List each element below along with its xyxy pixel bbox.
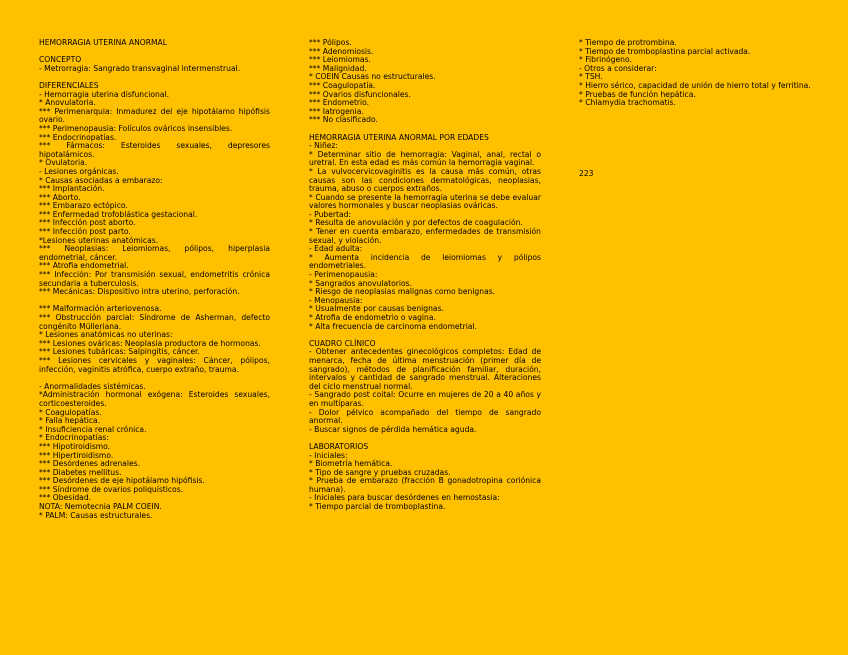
text-line: * La vulvocervicovaginitis es la causa más común, otras causas son las condiciones dermatológicas, neoplasias, trauma, abuso o cuerpos extraños. [309,166,544,194]
text-line: - Obtener antecedentes ginecológicos completos: Edad de menarca, fecha de última menstruación (primer día de sangrado), métodos de planificación familiar, duración, intervalos y cantidad de sangrado menstrual. Alteraciones del ciclo menstrual normal. [309,347,544,391]
text-line: - Dolor pélvico acompañado del tiempo de sangrado anormal. [309,407,544,426]
text-line: * COEIN Causas no estructurales. [309,72,436,82]
text-line: NOTA: Nemotecnia PALM COEIN. [39,502,162,512]
text-line: *** Ovarios disfuncionales. [309,89,411,99]
text-line: - Niñez: [309,141,338,151]
text-line: *** Diabetes mellitus. [39,467,122,477]
text-line: *** Pólipos. [309,38,352,47]
text-line: - Sangrado post coital: Ocurre en mujeres de 20 a 40 años y en multíparas. [309,390,544,408]
text-line: * Tiempo parcial de tromboplastina. [309,502,446,512]
text-line: * Sangrados anovulatorios. [309,278,412,288]
page-number: 223 [579,169,594,178]
text-line: - Iniciales: [309,450,348,460]
text-line: *** Malformación arteriovenosa. [39,304,162,314]
text-line: *** Hipotiroidismo. [39,441,111,451]
text-line: * Hierro sérico, capacidad de unión de hierro total y ferritina. [579,80,811,90]
text-line: * Alta frecuencia de carcinoma endometrial. [309,321,477,331]
text-line: * Riesgo de neoplasias malignas como benignas. [309,287,496,297]
text-line: HEMORRAGIA UTERINA ANORMAL POR EDADES [309,132,489,142]
text-line: *** Hipertiroidismo. [39,450,114,460]
text-line: * Pruebas de función hepática. [579,89,696,99]
text-line: * Falla hepática. [39,416,101,426]
text-line: * Chlamydia trachomatis. [579,98,676,108]
text-line: *** Aborto. [39,192,81,202]
text-line: LABORATORIOS [309,441,369,451]
text-line: * Atrofia de endometrio o vagina. [309,313,436,322]
text-line: HEMORRAGIA UTERINA ANORMAL [39,38,167,47]
text-line: * Lesiones anatómicas no uterinas: [39,330,173,340]
text-line: *** Perimenarquia: Inmadurez del eje hipotálamo hipófisis ovario. [39,106,273,125]
text-line: *** Neoplasias: Leiomiomas, pólipos, hiperplasia endometrial, cáncer. [39,244,273,262]
text-line: *** Adenomiosis. [309,46,374,56]
text-line: * Prueba de embarazo (fracción B gonadotropina coriónica humana). [309,476,544,494]
text-line: *** Lesiones ováricas: Neoplasia productora de hormonas. [39,338,261,348]
text-line: - Lesiones orgánicas. [39,166,119,176]
text-line: * Causas asociadas a embarazo: [39,175,163,185]
text-line: *Lesiones uterinas anatómicas. [39,235,159,245]
text-line: * PALM: Causas estructurales. [39,510,153,520]
text-line: CUADRO CLÍNICO [309,338,376,348]
text-line: *** Desórdenes de eje hipotálamo hipófisis. [39,476,205,486]
text-line: *** Malignidad. [309,63,367,73]
text-line: *** Lesiones cervicales y vaginales: Cáncer, pólipos, infección, vaginitis atrófica, cuerpo extraño, trauma. [39,355,273,374]
text-line: *** Síndrome de ovarios poliquísticos. [39,484,184,494]
text-line: * Ovulatoria. [39,158,88,168]
text-line: * Fibrinógeno. [579,55,632,65]
text-line: * Biometría hemática. [309,459,393,469]
text-line: *** Embarazo ectópico. [39,201,128,211]
text-line: - Iniciales para buscar desórdenes en hemostasia: [309,493,500,503]
text-line: *** Mecánicas: Dispositivo intra uterino, perforación. [39,287,240,297]
text-line: * Endocrinopatías: [39,433,109,443]
text-line: *** Endocrinopatías. [39,132,117,142]
text-line: *** Perimenopausia: Folículos ováricos insensibles. [39,123,233,133]
text-line: - Otros a considerar: [579,63,657,73]
text-line: * Cuando se presente la hemorragia uterina se debe evaluar valores hormonales y buscar neoplasias ováricas. [309,192,544,211]
text-line: * Insuficiencia renal crónica. [39,424,147,434]
text-line: * Aumenta incidencia de leiomiomas y pólipos endometriales. [309,252,544,271]
text-line: *** Endometrio. [309,98,370,108]
text-line: *** Enfermedad trofoblástica gestacional. [39,209,198,219]
text-line: *** Leiomiomas. [309,55,371,65]
text-line: - Hemorragia uterina disfuncional. [39,89,170,99]
text-line: * Anovulatoria. [39,98,96,108]
text-line: *** Implantación. [39,184,105,194]
text-line: *Administración hormonal exógena: Esteroides sexuales, corticoesteroides. [39,390,273,408]
text-line: - Perimenopausia: [309,270,378,280]
text-line: * Resulta de anovulación y por defectos de coagulación. [309,218,523,228]
text-line: * Tiempo de protrombina. [579,38,677,47]
text-line: DIFERENCIALES [39,80,99,90]
text-line: *** Iatrogenia. [309,106,364,116]
text-line: *** Infección post aborto. [39,218,136,228]
text-line: *** Atrofia endometrial. [39,261,129,271]
text-line: * Usualmente por causas benignas. [309,304,444,314]
text-line: *** Obstrucción parcial: Síndrome de Asherman, defecto congénito Mülleriana. [39,313,273,331]
text-line: - Menopausia: [309,295,363,305]
text-line: *** Obesidad. [39,493,92,503]
text-line: *** Infección post parto. [39,227,131,237]
text-line: * Tener en cuenta embarazo, enfermedades de transmisión sexual, y violación. [309,227,544,245]
text-column-3 [579,39,811,108]
text-line: * Determinar sitio de hemorragia: Vaginal, anal, rectal o uretral. En esta edad es más común la hemorragia vaginal. [309,149,544,168]
text-line: - Metrorragia: Sangrado transvaginal intermenstrual. [39,63,241,73]
text-line: - Pubertad: [309,209,352,219]
text-line: *** No clasificado. [309,115,378,125]
text-line: - Anormalidades sistémicas. [39,381,146,391]
text-line: *** Lesiones tubáricas: Salpingitis, cáncer. [39,347,200,357]
text-line: * TSH. [579,72,603,82]
text-line: *** Desórdenes adrenales. [39,459,140,469]
text-line: * Tipo de sangre y pruebas cruzadas. [309,467,451,477]
text-line: *** Fármacos: Esteroides sexuales, depresores hipotalámicos. [39,141,273,159]
text-line: * Tiempo de tromboplastina parcial activada. [579,46,751,56]
text-line: - Buscar signos de pérdida hemática aguda. [309,424,477,434]
text-column-1 [39,38,273,520]
text-line: *** Infección: Por transmisión sexual, endometritis crónica secundaria a tuberculosis. [39,270,273,288]
text-column-2 [309,38,544,512]
text-line: - Edad adulta: [309,244,363,254]
text-line: * Coagulopatías. [39,407,102,417]
text-line: *** Coagulopatía. [309,80,376,90]
text-line: CONCEPTO [39,55,82,65]
